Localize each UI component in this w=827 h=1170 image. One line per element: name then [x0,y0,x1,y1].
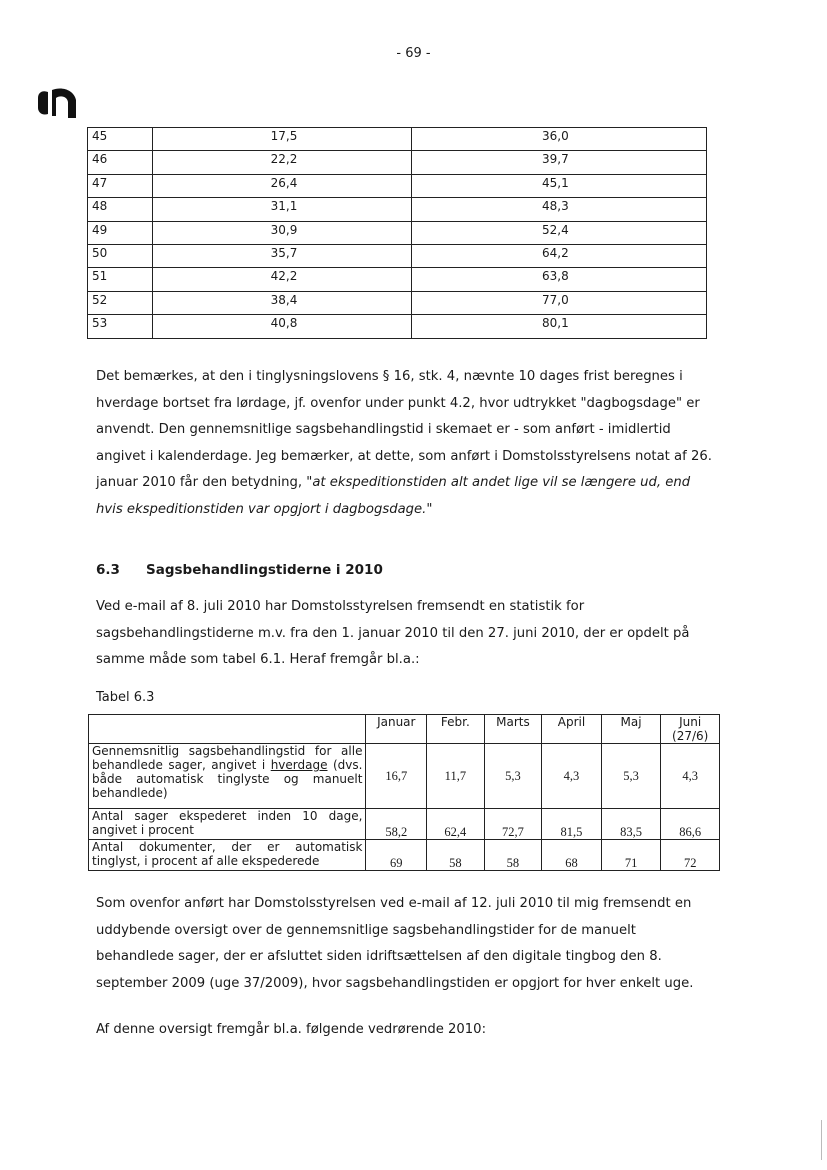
page-number: - 69 - [396,46,431,61]
stats-cell: 86,6 [661,809,720,840]
stats-cell: 11,7 [427,744,485,809]
week-value-cell: 22,2 [153,151,412,174]
stats-row [89,809,720,840]
stats-cell: 58 [484,840,542,871]
paragraph-3: Som ovenfor anført har Domstolsstyrelsen ved e-mail af 12. juli 2010 til mig fremsendt en uddybende oversigt over de gennemsnitlige sagsbehandlingstider for de manuelt behandlede sager, der er afsluttet siden idriftsættelsen af den digitale tingbog den 8. september 2009 (uge 37/2009), hvor sagsbehandlingstiden er opgjort for hver enkelt uge. [96,896,694,991]
week-number-cell: 51 [88,268,153,291]
stats-row [89,744,720,809]
week-number-cell: 53 [88,315,153,338]
week-number-cell: 49 [88,221,153,244]
stats-cell: 62,4 [427,809,485,840]
stats-cell: 71 [601,840,661,871]
week-number-cell: 45 [88,128,153,151]
week-row [88,174,707,197]
stats-header-cell: Marts [484,715,542,744]
stats-cell: 4,3 [542,744,602,809]
stats-cell: 58 [427,840,485,871]
week-value2-cell: 63,8 [412,268,707,291]
week-number-cell: 52 [88,291,153,314]
stats-cell: 72 [661,840,720,871]
stats-cell: 16,7 [366,744,427,809]
stats-cell: 69 [366,840,427,871]
stats-header-cell: Januar [366,715,427,744]
week-value2-cell: 52,4 [412,221,707,244]
paragraph-1: Det bemærkes, at den i tinglysningslovens § 16, stk. 4, nævnte 10 dages frist beregnes i hverdage bortset fra lørdage, jf. ovenfor under punkt 4.2, hvor udtrykket "dagbogsdage" er anvendt. Den gennemsnitlige sagsbehandlingstid i skemaet er - som anført - imidlertid angivet i kalenderdage. Jeg bemærker, at dette, som anført i Domstolsstyrelsens notat af 26. januar 2010 får den betydning, "at ekspeditionstiden alt andet lige vil se længere ud, end hvis ekspeditionstiden var opgjort i dagbogsdage." [96,369,712,517]
stats-header-cell: April [542,715,602,744]
week-value-cell: 40,8 [153,315,412,338]
week-row [88,198,707,221]
stats-cell: 4,3 [661,744,720,809]
week-row [88,221,707,244]
week-row [88,268,707,291]
ombudsman-logo-icon [34,86,80,122]
stats-cell: 81,5 [542,809,602,840]
week-row [88,128,707,151]
week-row [88,291,707,314]
week-value-cell: 38,4 [153,291,412,314]
stats-header-cell: Maj [601,715,661,744]
week-value-cell: 42,2 [153,268,412,291]
stats-cell: 68 [542,840,602,871]
paragraph-2: Ved e-mail af 8. juli 2010 har Domstolsstyrelsen fremsendt en statistik for sagsbehandlingstiderne m.v. fra den 1. januar 2010 til den 27. juni 2010, der er opdelt på samme måde som tabel 6.1. Heraf fremgår bl.a.: [96,599,690,667]
stats-cell: 5,3 [601,744,661,809]
stats-row-label: Antal sager ekspederet inden 10 dage, angivet i procent [89,809,366,840]
stats-cell: 58,2 [366,809,427,840]
week-value-cell: 31,1 [153,198,412,221]
week-value2-cell: 77,0 [412,291,707,314]
week-value2-cell: 48,3 [412,198,707,221]
stats-header-cell: Juni (27/6) [661,715,720,744]
section-number: 6.3 [96,562,120,578]
stats-row [89,840,720,871]
week-value2-cell: 80,1 [412,315,707,338]
week-number-cell: 48 [88,198,153,221]
stats-cell: 5,3 [484,744,542,809]
stats-row-label: Gennemsnitlig sagsbehandlingstid for alle behandlede sager, angivet i hverdage (dvs. både automatisk tinglyste og manuelt behandlede) [89,744,366,809]
stats-header-cell: Febr. [427,715,485,744]
week-value2-cell: 39,7 [412,151,707,174]
week-table [87,127,707,339]
table-caption: Tabel 6.3 [96,690,155,705]
week-number-cell: 50 [88,244,153,267]
stats-cell: 72,7 [484,809,542,840]
week-row [88,244,707,267]
week-row [88,315,707,338]
week-value2-cell: 36,0 [412,128,707,151]
week-value2-cell: 64,2 [412,244,707,267]
stats-table [88,714,720,871]
week-value-cell: 26,4 [153,174,412,197]
stats-header-row [89,715,720,744]
week-value-cell: 30,9 [153,221,412,244]
week-value2-cell: 45,1 [412,174,707,197]
section-title: Sagsbehandlingstiderne i 2010 [146,562,383,578]
week-number-cell: 46 [88,151,153,174]
week-value-cell: 17,5 [153,128,412,151]
paragraph-4: Af denne oversigt fremgår bl.a. følgende vedrørende 2010: [96,1022,487,1037]
stats-header-empty [89,715,366,744]
week-row [88,151,707,174]
stats-cell: 83,5 [601,809,661,840]
stats-row-label: Antal dokumenter, der er automatisk tinglyst, i procent af alle ekspederede [89,840,366,871]
week-value-cell: 35,7 [153,244,412,267]
week-number-cell: 47 [88,174,153,197]
page-edge-mark [821,1120,822,1160]
